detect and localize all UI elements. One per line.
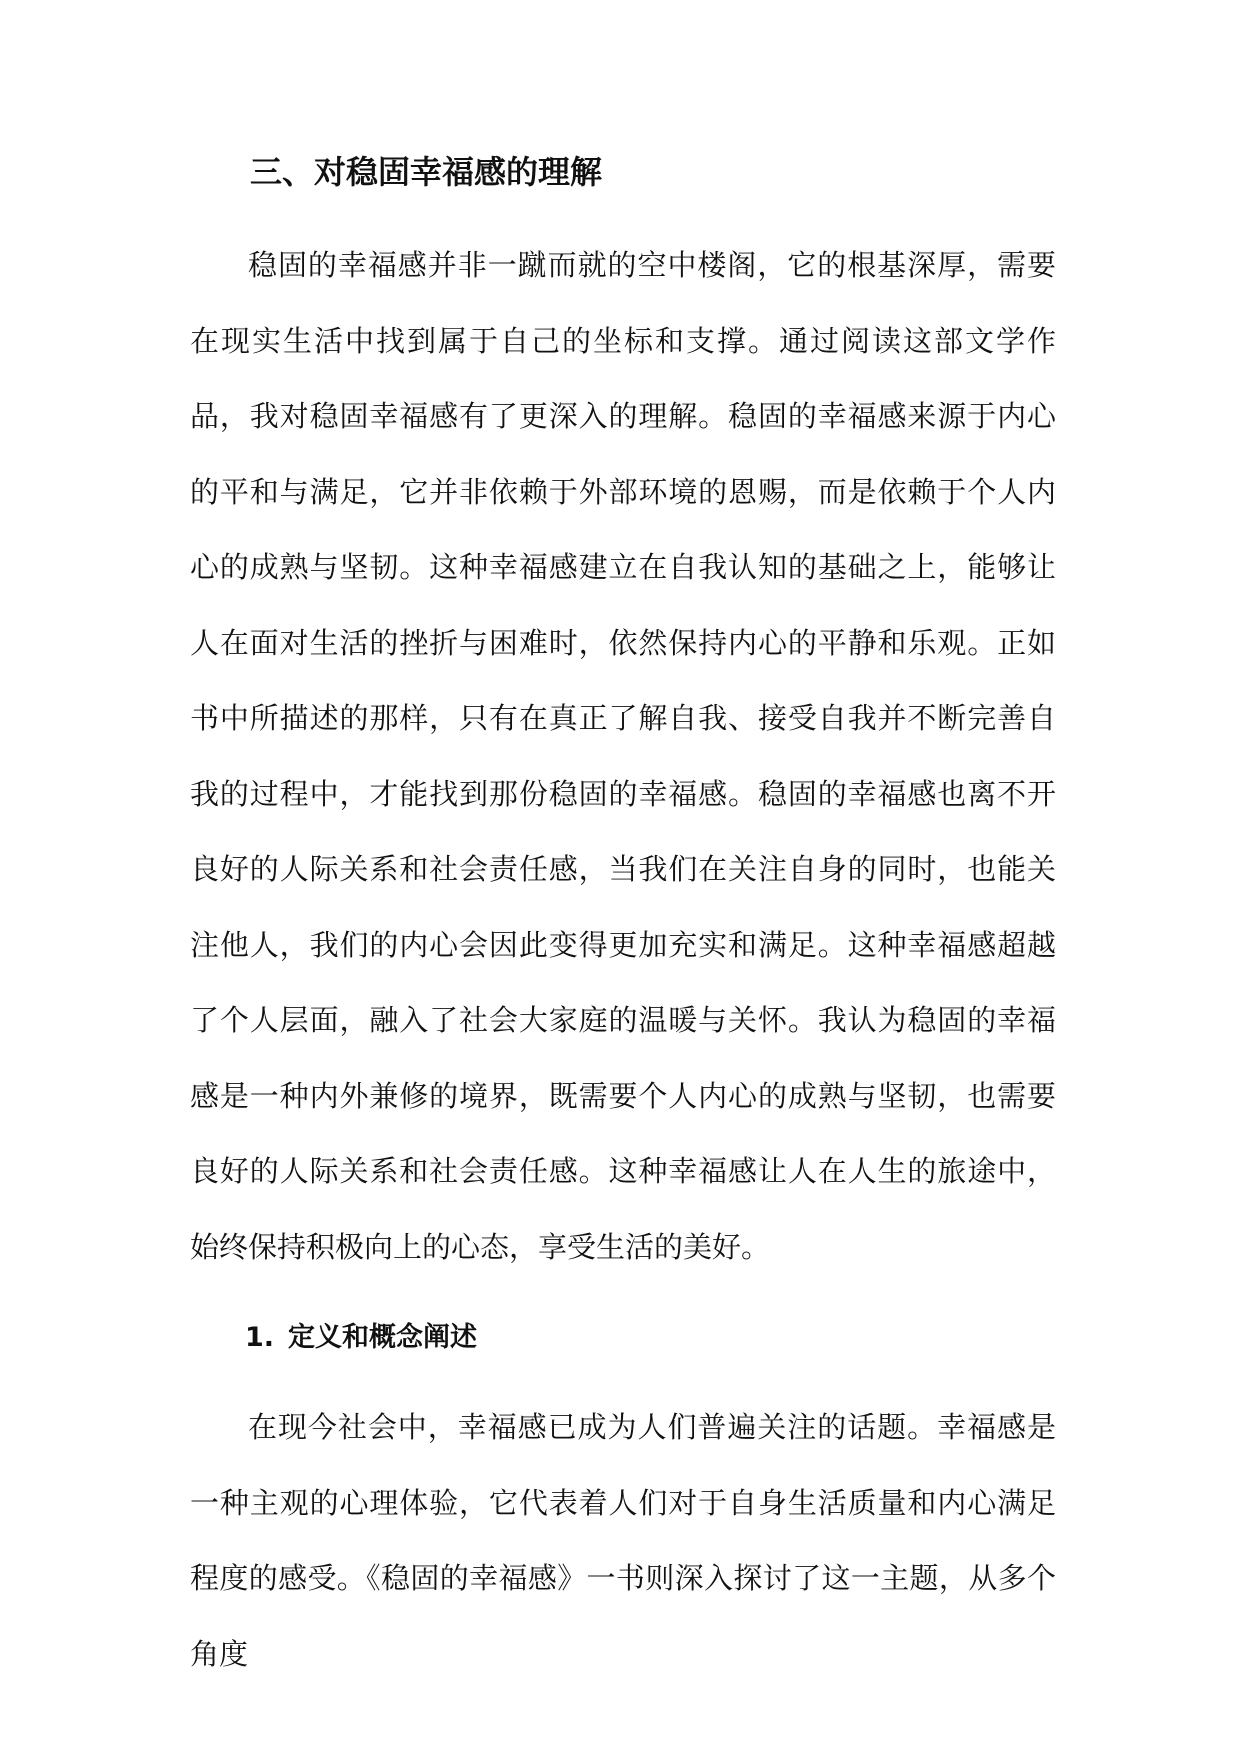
subsection-heading bbox=[245, 1318, 477, 1358]
section-heading: 三、对稳固幸福感的理解 bbox=[250, 153, 603, 191]
subsection-number: 1. bbox=[245, 1322, 275, 1353]
subsection-paragraph: 在现今社会中，幸福感已成为人们普遍关注的话题。幸福感是一种主观的心理体验，它代表着人们对于自身生活质量和内心满足程度的感受。《稳固的幸福感》一书则深入探讨了这一主题，从多个角度 bbox=[190, 1410, 1056, 1671]
subsection-title: 定义和概念阐述 bbox=[288, 1322, 478, 1353]
section-paragraph: 稳固的幸福感并非一蹴而就的空中楼阁，它的根基深厚，需要在现实生活中找到属于自己的坐标和支撑。通过阅读这部文学作品，我对稳固幸福感有了更深入的理解。稳固的幸福感来源于内心的平和与满足，它并非依赖于外部环境的恩赐，而是依赖于个人内心的成熟与坚韧。这种幸福感建立在自我认知的基础之上，能够让人在面对生活的挫折与困难时，依然保持内心的平静和乐观。正如书中所描述的那样，只有在真正了解自我、接受自我并不断完善自我的过程中，才能找到那份稳固的幸福感。稳固的幸福感也离不开良好的人际关系和社会责任感，当我们在关注自身的同时，也能关注他人，我们的内心会因此变得更加充实和满足。这种幸福感超越了个人层面，融入了社会大家庭的温暖与关怀。我认为稳固的幸福感是一种内外兼修的境界，既需要个人内心的成熟与坚韧，也需要良好的人际关系和社会责任感。这种幸福感让人在人生的旅途中，始终保持积极向上的心态，享受生活的美好。 bbox=[190, 248, 1056, 1264]
